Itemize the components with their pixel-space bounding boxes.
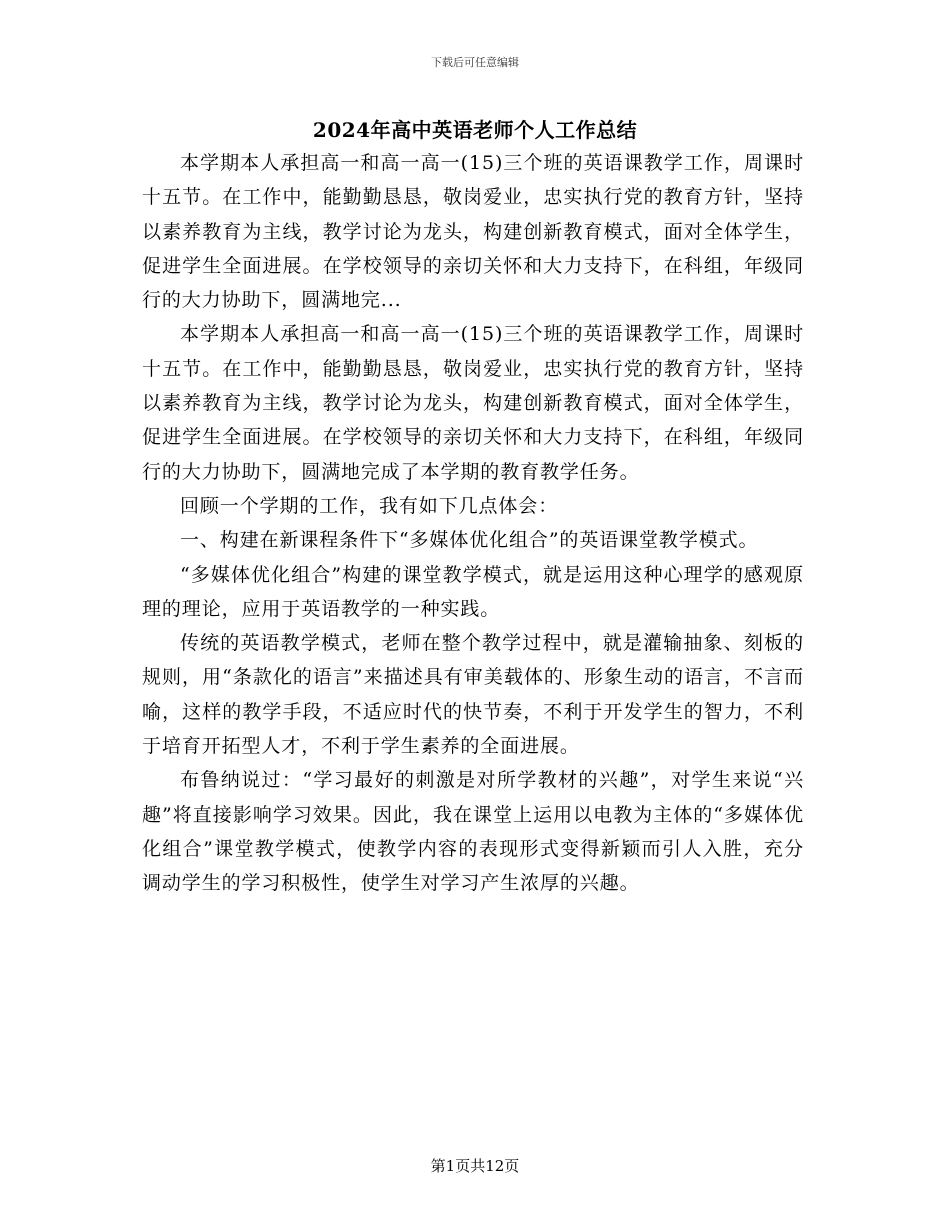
paragraph-section-one-heading: 一、构建在新课程条件下“多媒体优化组合”的英语课堂教学模式。	[180, 529, 759, 552]
header-note: 下载后可任意编辑	[431, 56, 519, 69]
paragraph-intro-truncated: 本学期本人承担高一和高一高一(15)三个班的英语课教学工作，周课时十五节。在工作中，能勤勤恳恳，敬岗爱业，忠实执行党的教育方针，坚持以素养教育为主线，教学讨论为龙头，构建创新教育模式，面对全体学生，促进学生全面进展。在学校领导的亲切关怀和大力支持下，在科组，年级同行的大力协助下，圆满地完...	[142, 152, 804, 312]
paragraph-review: 回顾一个学期的工作，我有如下几点体会：	[180, 494, 559, 517]
paragraph-bruner-quote: 布鲁纳说过：“学习最好的刺激是对所学教材的兴趣”，对学生来说“兴趣”将直接影响学习效果。因此，我在课堂上运用以电教为主体的“多媒体优化组合”课堂教学模式，使教学内容的表现形式变得新颖而引人入胜，充分调动学生的学习积极性，使学生对学习产生浓厚的兴趣。	[142, 769, 804, 895]
page-number-footer: 第1页共12页	[430, 1157, 520, 1175]
paragraph-intro-full: 本学期本人承担高一和高一高一(15)三个班的英语课教学工作，周课时十五节。在工作中，能勤勤恳恳，敬岗爱业，忠实执行党的教育方针，坚持以素养教育为主线，教学讨论为龙头，构建创新教育模式，面对全体学生，促进学生全面进展。在学校领导的亲切关怀和大力支持下，在科组，年级同行的大力协助下，圆满地完成了本学期的教育教学任务。	[142, 323, 804, 483]
paragraph-traditional-model: 传统的英语教学模式，老师在整个教学过程中，就是灌输抽象、刻板的规则，用“条款化的语言”来描述具有审美载体的、形象生动的语言，不言而喻，这样的教学手段，不适应时代的快节奏，不利于开发学生的智力，不利于培育开拓型人才，不利于学生素养的全面进展。	[142, 632, 804, 758]
document-body	[142, 146, 804, 901]
document-title: 2024年高中英语老师个人工作总结	[312, 118, 638, 142]
paragraph-multimedia-model: “多媒体优化组合”构建的课堂教学模式，就是运用这种心理学的感观原理的理论，应用于英语教学的一种实践。	[142, 563, 804, 620]
